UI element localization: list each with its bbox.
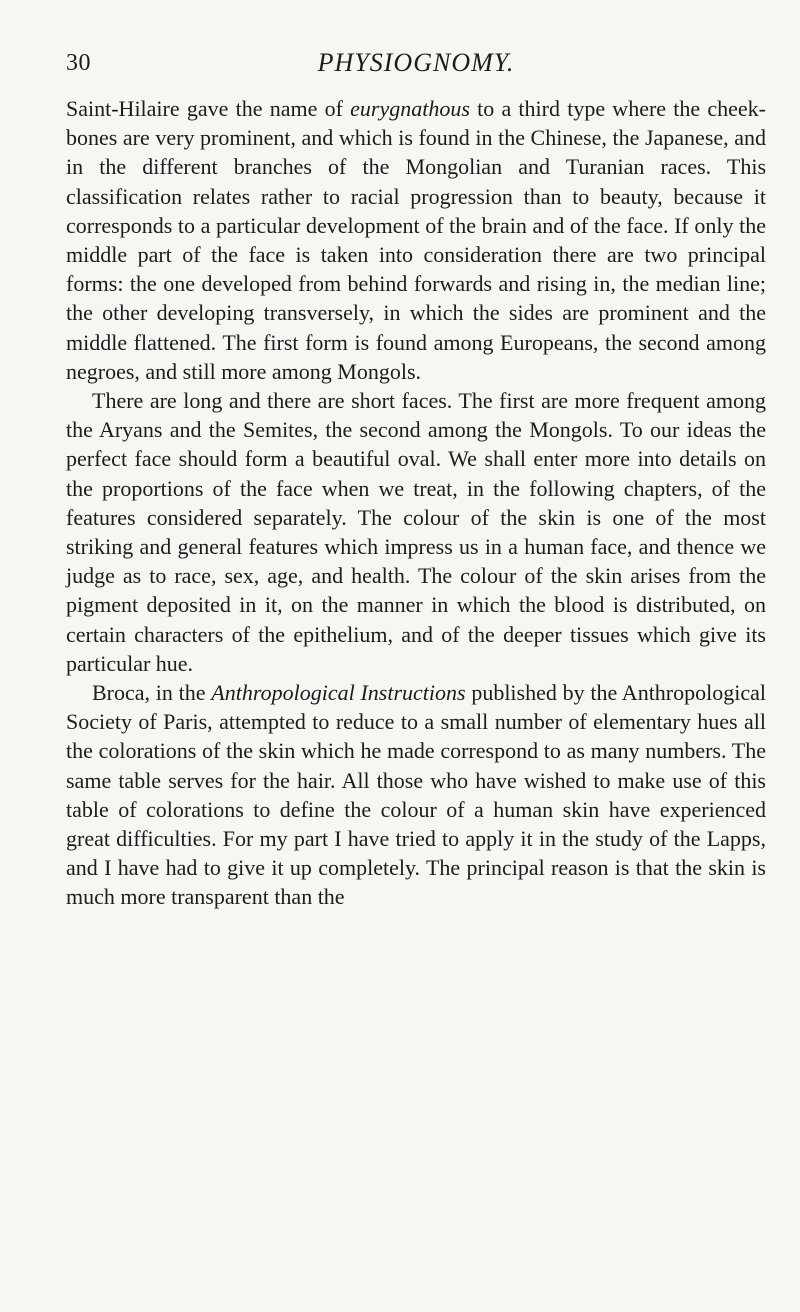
book-page xyxy=(66,38,766,912)
page-number: 30 xyxy=(66,50,91,76)
paragraph-3-text-start: Broca, in the xyxy=(92,680,212,706)
paragraph-3 xyxy=(66,678,766,912)
paragraph-3-italic-title: Anthropological Instructions xyxy=(211,680,466,706)
paragraph-2 xyxy=(66,386,766,678)
paragraph-1 xyxy=(66,94,766,386)
paragraph-1-italic-term: eurygnathous xyxy=(350,96,470,121)
paragraph-2-text: There are long and there are short faces. The first are more frequent among the Aryans and the Semites, the second among the Mongols. To our ideas the perfect face should form a beautiful oval. We shall enter more into details on the proportions of the face when we treat, in the following chapters, of the features considered separately. The colour of the skin is one of the most striking and general features which impress us in a human face, and thence we judge as to race, sex, age, and health. The colour of the skin arises from the pigment deposited in it, on the manner in which the blood is distributed, on certain characters of the epithelium, and of the deeper tissues which give its particular hue. xyxy=(66,388,766,676)
body-text xyxy=(66,94,766,912)
paragraph-1-text-start: Saint-Hilaire gave the name of xyxy=(66,96,351,121)
page-header xyxy=(66,38,766,94)
running-head: PHYSIOGNOMY. xyxy=(317,48,515,77)
paragraph-1-text-end: to a third type where the cheek-bones are very prominent, and which is found in the Chinese, the Japanese, and in the different branches of the Mongolian and Turanian races. This classification relates rather to racial progression than to beauty, because it corresponds to a particular development of the brain and of the face. If only the middle part of the face is taken into consideration there are two principal forms: the one developed from behind forwards and rising in, the median line; the other developing transversely, in which the sides are prominent and the middle flattened. The first form is found among Europeans, the second among negroes, and still more among Mongols. xyxy=(66,96,766,384)
paragraph-3-text-end: published by the Anthropological Society of Paris, attempted to reduce to a small number of elementary hues all the colorations of the skin which he made correspond to as many numbers. The same table serves for the hair. All those who have wished to make use of this table of colorations to define the colour of a human skin have experienced great difficulties. For my part I have tried to apply it in the study of the Lapps, and I have had to give it up completely. The principal reason is that the skin is much more transparent than the xyxy=(66,680,766,910)
